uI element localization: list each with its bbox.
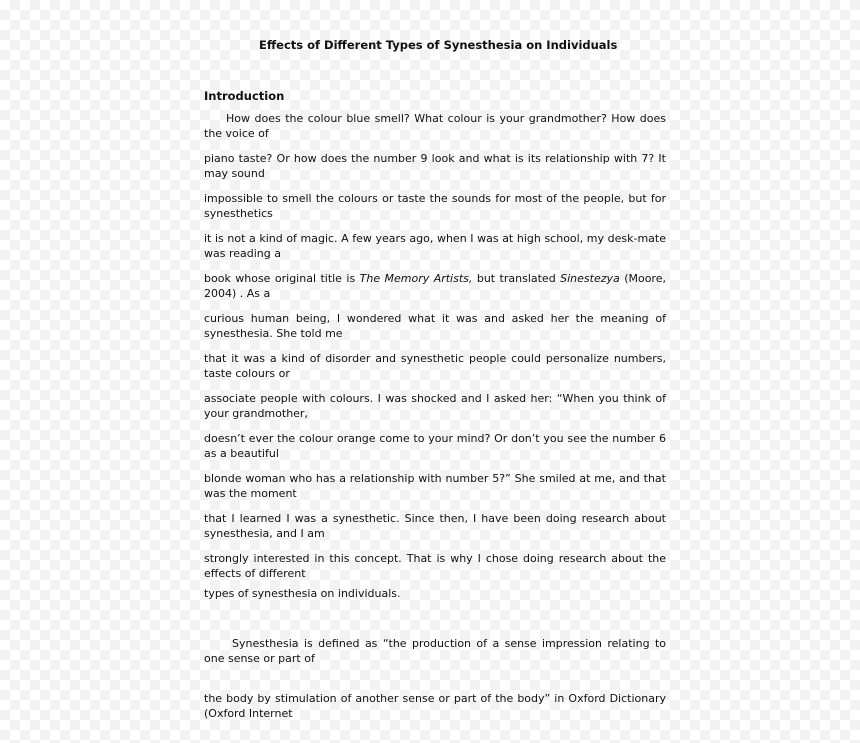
- line-5-text-after: (Moore, 2004) . As a: [204, 272, 666, 300]
- paragraph-line-5: [204, 271, 666, 301]
- book-title-memory-artists: The Memory Artists,: [359, 272, 473, 285]
- paragraph-line-15: the body by stimulation of another sense or part of the body” in Oxford Dictionary (Oxford Internet: [204, 692, 666, 720]
- line-5-text-middle: but translated: [472, 272, 561, 285]
- paragraph-line-8: associate people with colours. I was shocked and I asked her: “When you think of your grandmother,: [204, 392, 666, 420]
- paragraph-line-11: that I learned I was a synesthetic. Since then, I have been doing research about synesthesia, and I am: [204, 512, 666, 540]
- paragraph-line-7: that it was a kind of disorder and synesthetic people could personalize numbers, taste colours or: [204, 352, 666, 380]
- paragraph-line-4: it is not a kind of magic. A few years ago, when I was at high school, my desk-mate was reading a: [204, 232, 666, 260]
- paragraph-line-1: How does the colour blue smell? What colour is your grandmother? How does the voice of: [204, 112, 666, 140]
- paragraph-line-3: impossible to smell the colours or taste the sounds for most of the people, but for synesthetics: [204, 192, 666, 220]
- paragraph-line-14: Synesthesia is defined as “the production of a sense impression relating to one sense or part of: [204, 637, 666, 665]
- paragraph-line-12: strongly interested in this concept. That is why I chose doing research about the effects of different: [204, 552, 666, 580]
- paragraph-line-6: curious human being, I wondered what it was and asked her the meaning of synesthesia. She told me: [204, 312, 666, 340]
- paragraph-line-2: piano taste? Or how does the number 9 look and what is its relationship with 7? It may sound: [204, 152, 666, 180]
- line-5-text-before: book whose original title is: [204, 272, 360, 285]
- paragraph-line-10: blonde woman who has a relationship with number 5?” She smiled at me, and that was the moment: [204, 472, 666, 500]
- paragraph-line-13: types of synesthesia on individuals.: [204, 587, 401, 600]
- document-title: Effects of Different Types of Synesthesia on Individuals: [259, 38, 618, 52]
- paragraph-line-9: doesn’t ever the colour orange come to your mind? Or don’t you see the number 6 as a beautiful: [204, 432, 666, 460]
- section-heading: Introduction: [204, 89, 285, 103]
- book-title-sinestezya: Sinestezya: [560, 272, 620, 285]
